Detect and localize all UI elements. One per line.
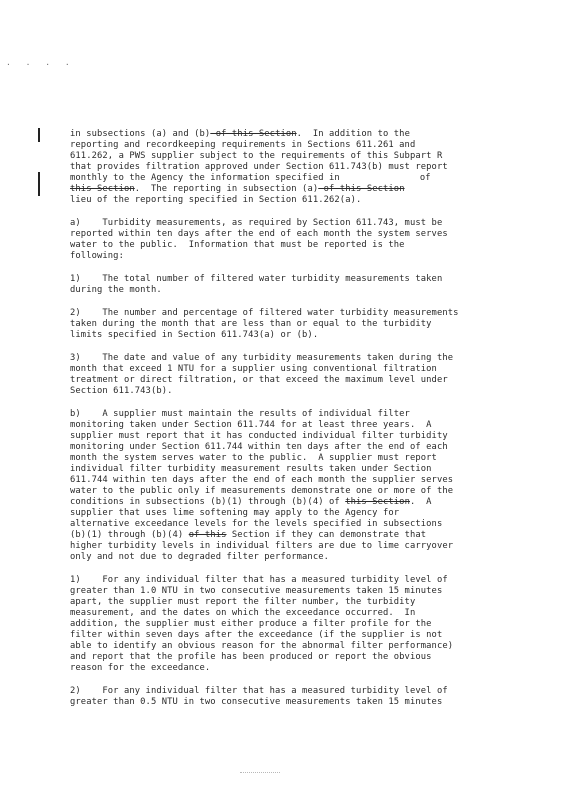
revision-bar	[38, 128, 40, 142]
deleted-text: this Section	[70, 184, 135, 194]
item-b2: 2) For any individual filter that has a measured turbidity level of greater than 0.5 NTU in two consecutive measurements taken 15 minutes	[70, 686, 448, 707]
section-a: a) Turbidity measurements, as required by Section 611.743, must be reported within ten days after the end of each month the system serves water to the public. Information that must be reported is the following:	[70, 218, 448, 261]
section-b: b) A supplier must maintain the results of individual filter monitoring taken under Section 611.744 for at least three years. A supplier must report that it has conducted individual filter turbidity monitoring under Section 611.744 within ten days after the end of each month the system serves water to the public. A supplier must report individual filter turbidity measurement results taken under Section 611.744 within ten days after the end of each month the supplier serves water to the public only if measurements demonstrate one or more of the conditions in subsections (b)(1) through (b)(4) of this Section. A supplier that uses lime softening may apply to the Agency for alternative exceedance levels for the levels specified in subsections (b)(1) through (b)(4) of this Section if they can demonstrate that higher turbidity levels in individual filters are due to lime carryover only and not due to degraded filter performance.	[70, 409, 454, 562]
document-body	[70, 129, 496, 708]
item-b1: 1) For any individual filter that has a measured turbidity level of greater than 1.0 NTU in two consecutive measurements taken 15 minutes apart, the supplier must report the filter number, the turbidity measurement, and the dates on which the exceedance occurred. In addition, the supplier must either produce a filter profile for the filter within seven days after the exceedance (if the supplier is not able to identify an obvious reason for the abnormal filter performance) and report that the profile has been produced or report the obvious reason for the exceedance.	[70, 575, 454, 673]
footer-mark	[240, 772, 280, 773]
intro-paragraph: in subsections (a) and (b) of this Section. In addition to the reporting and recordkeeping requirements in Sections 611.261 and 611.262, a PWS supplier subject to the requirements of this Subpart R that provides filtration approved under Section 611.743(b) must report monthly to the Agency the information specified in of this Section. The reporting in subsection (a) of this Section lieu of the reporting specified in Section 611.262(a).	[70, 129, 448, 205]
revision-bar	[38, 172, 40, 196]
item-a3: 3) The date and value of any turbidity measurements taken during the month that exceed 1 NTU for a supplier using conventional filtration treatment or direct filtration, or that exceed the maximum level under Section 611.743(b).	[70, 353, 454, 396]
deleted-text: of this	[188, 530, 227, 540]
deleted-text: this Section	[345, 497, 410, 507]
item-a2: 2) The number and percentage of filtered water turbidity measurements taken during the month that are less than or equal to the turbidity limits specified in Section 611.743(a) or (b).	[70, 308, 459, 340]
deleted-text: of this Section	[318, 184, 405, 194]
header-marks: . . . .	[6, 58, 75, 67]
deleted-text: of this Section	[210, 129, 297, 139]
item-a1: 1) The total number of filtered water turbidity measurements taken during the month.	[70, 274, 443, 295]
